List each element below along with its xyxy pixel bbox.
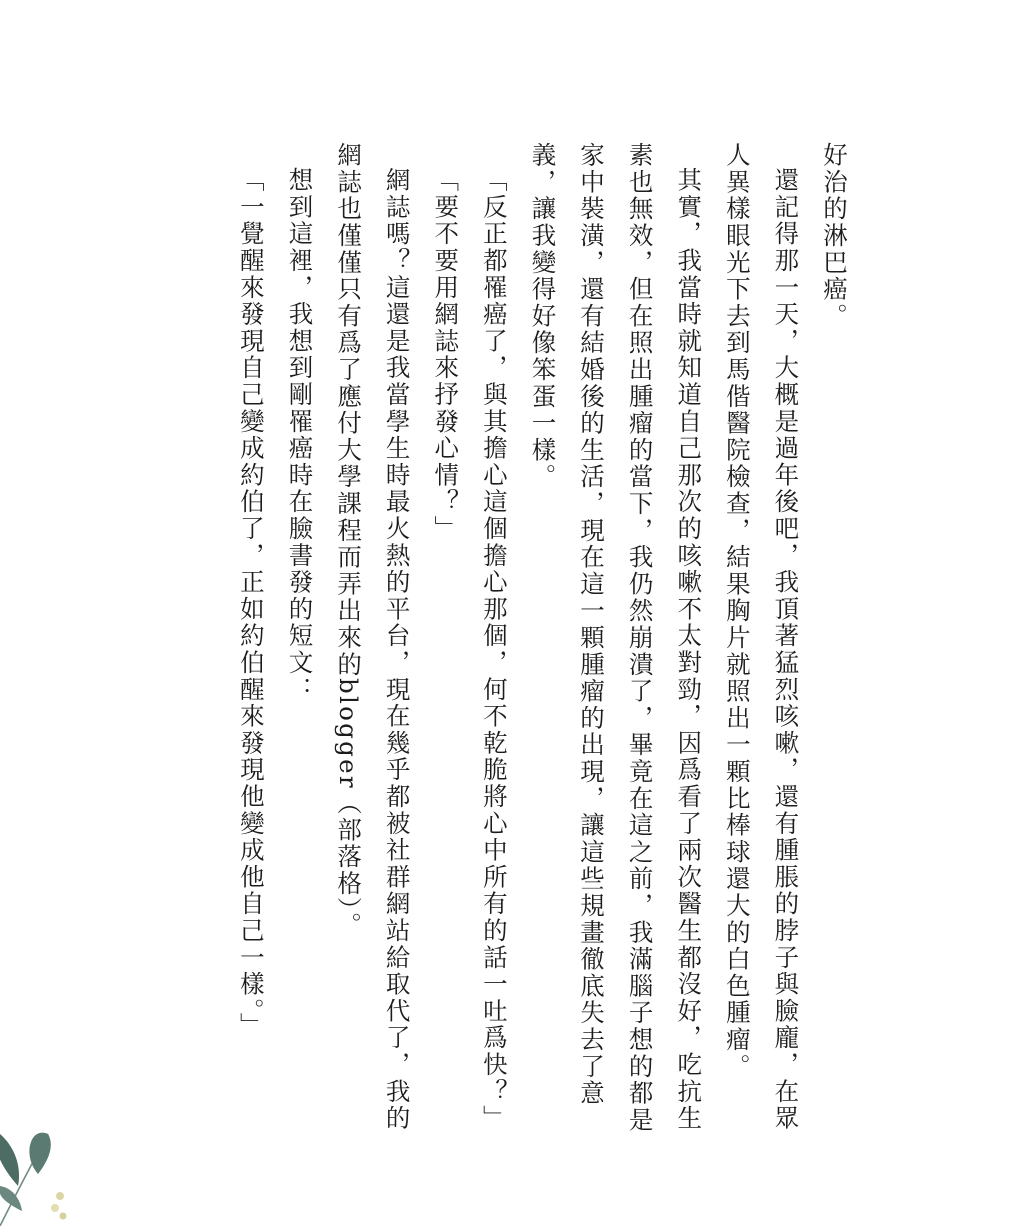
text-line: 其實，我當時就知道自己那次的咳嗽不太對勁，因爲看了兩次醫生都沒好，吃抗生: [674, 166, 704, 1132]
paragraph-p1: [809, 142, 858, 1142]
paragraph-p3: [518, 142, 712, 1142]
text-line: 素也無效，但在照出腫瘤的當下，我仍然崩潰了，畢竟在這之前，我滿腦子想的都是家: [577, 142, 655, 1134]
paragraph-p8: [226, 142, 275, 1142]
text-line: 我變得好像笨蛋一樣。: [528, 222, 558, 491]
text-line: 中裝潢，還有結婚後的生活，現在這一顆腫瘤的出現，讓這些規畫徹底失去了意義，讓: [528, 142, 607, 1107]
text-line: 人異樣眼光下去到馬偕醫院檢查，結果胸片就照出一顆比棒球還大的白色腫瘤。: [722, 142, 752, 1080]
text-line: 網誌也僅僅只有爲了應付大學課程而弄出來的blogger（部落格）。: [334, 142, 364, 939]
paragraph-p4: [469, 142, 518, 1142]
paragraph-p7: [275, 142, 324, 1142]
eucalyptus-leaf-icon: [0, 1116, 90, 1226]
paragraph-p6: [323, 142, 420, 1142]
text-line: 「反正都罹癌了，與其擔心這個擔心那個，何不乾脆將心中所有的話一吐爲快？」: [479, 166, 509, 1132]
text-line: 「要不要用網誌來抒發心情？」: [431, 166, 461, 542]
paragraph-p2: [712, 142, 809, 1142]
vertical-text-body: [226, 142, 858, 1142]
text-line: 網誌嗎？這還是我當學生時最火熱的平台，現在幾乎都被社群網站給取代了，我的: [382, 166, 412, 1132]
text-line: 還記得那一天，大概是過年後吧，我頂著猛烈咳嗽，還有腫脹的脖子與臉龐，在眾: [771, 166, 801, 1132]
text-line: 「一覺醒來發現自己變成約伯了，正如約伯醒來發現他變成他自己一樣。」: [236, 166, 266, 1039]
text-line: 想到這裡，我想到剛罹癌時在臉書發的短文：: [285, 166, 315, 703]
paragraph-p5: [421, 142, 470, 1142]
text-line: 好治的淋巴癌。: [820, 142, 849, 330]
